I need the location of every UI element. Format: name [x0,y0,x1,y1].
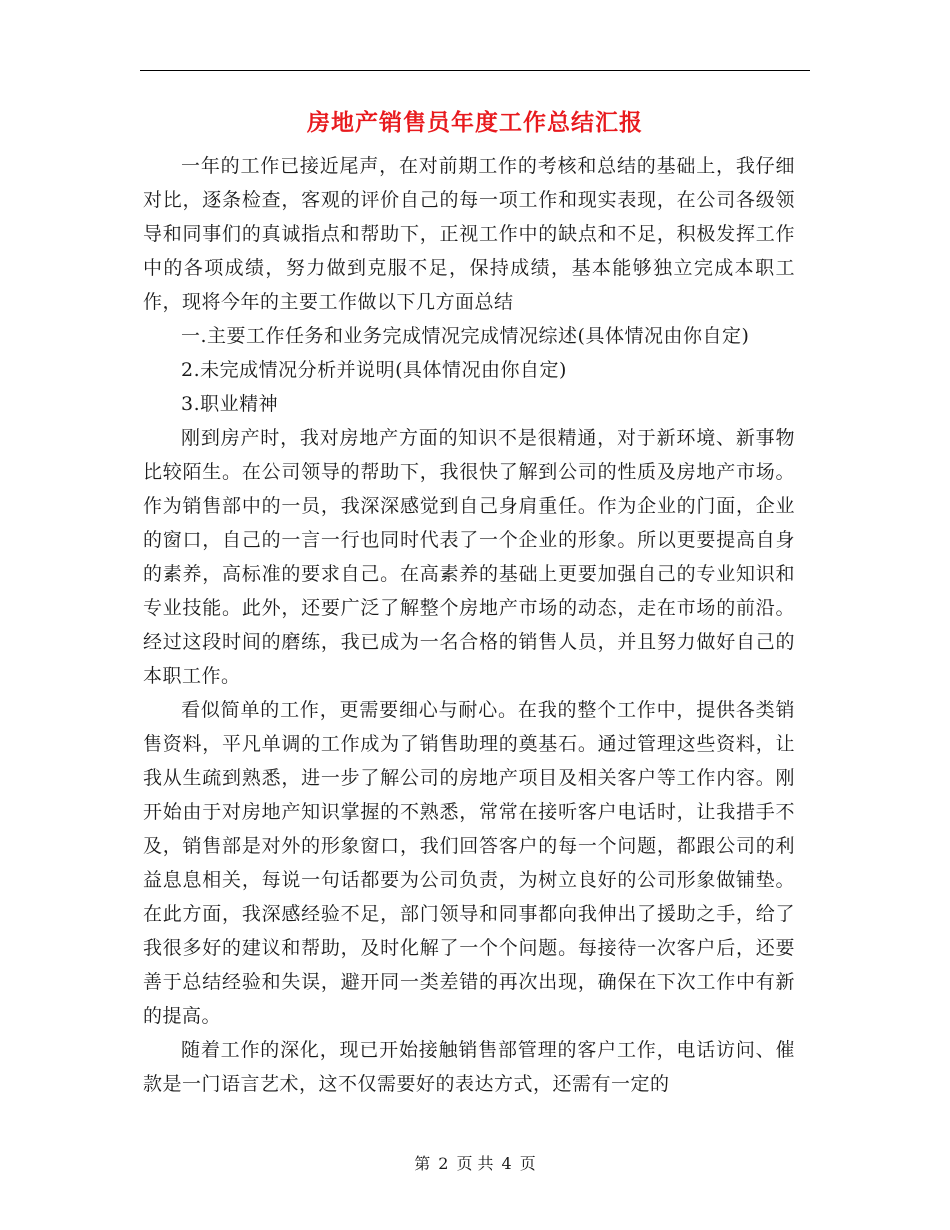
footer-middle: 页 共 [456,1154,494,1173]
paragraph-body-3: 随着工作的深化，现已开始接触销售部管理的客户工作，电话访问、催款是一门语言艺术，这不仅需要好的表达方式，还需有一定的 [143,1039,795,1095]
document-title: 房地产销售员年度工作总结汇报 [307,110,643,136]
document-body [143,149,795,1101]
page-footer [0,1152,950,1176]
paragraph-section-2: 2.未完成情况分析并说明(具体情况由你自定) [181,359,567,381]
paragraph-intro: 一年的工作已接近尾声，在对前期工作的考核和总结的基础上，我仔细对比，逐条检查，客观的评价自己的每一项工作和现实表现，在公司各级领导和同事们的真诚指点和帮助下，正视工作中的缺点和不足，积极发挥工作中的各项成绩，努力做到克服不足，保持成绩，基本能够独立完成本职工作，现将今年的主要工作做以下几方面总结 [143,155,795,313]
footer-suffix: 页 [519,1154,536,1173]
footer-total-pages: 4 [501,1154,512,1173]
paragraph-body-2: 看似简单的工作，更需要细心与耐心。在我的整个工作中，提供各类销售资料，平凡单调的工作成为了销售助理的奠基石。通过管理这些资料，让我从生疏到熟悉，进一步了解公司的房地产项目及相关客户等工作内容。刚开始由于对房地产知识掌握的不熟悉，常常在接听客户电话时，让我措手不及，销售部是对外的形象窗口，我们回答客户的每一个问题，都跟公司的利益息息相关，每说一句话都要为公司负责，为树立良好的公司形象做铺垫。在此方面，我深感经验不足，部门领导和同事都向我伸出了援助之手，给了我很多好的建议和帮助，及时化解了一个个问题。每接待一次客户后，还要善于总结经验和失误，避开同一类差错的再次出现，确保在下次工作中有新的提高。 [143,699,795,1027]
footer-prefix: 第 [414,1154,431,1173]
paragraph-section-1: 一.主要工作任务和业务完成情况完成情况综述(具体情况由你自定) [181,325,750,347]
paragraph-body-1: 刚到房产时，我对房地产方面的知识不是很精通，对于新环境、新事物比较陌生。在公司领导的帮助下，我很快了解到公司的性质及房地产市场。作为销售部中的一员，我深深感觉到自己身肩重任。作为企业的门面，企业的窗口，自己的一言一行也同时代表了一个企业的形象。所以更要提高自身的素养，高标准的要求自己。在高素养的基础上更要加强自己的专业知识和专业技能。此外，还要广泛了解整个房地产市场的动态，走在市场的前沿。经过这段时间的磨练，我已成为一名合格的销售人员，并且努力做好自己的本职工作。 [143,427,795,687]
footer-current-page: 2 [438,1154,449,1173]
header-rule [140,70,810,71]
paragraph-section-3: 3.职业精神 [181,393,279,415]
